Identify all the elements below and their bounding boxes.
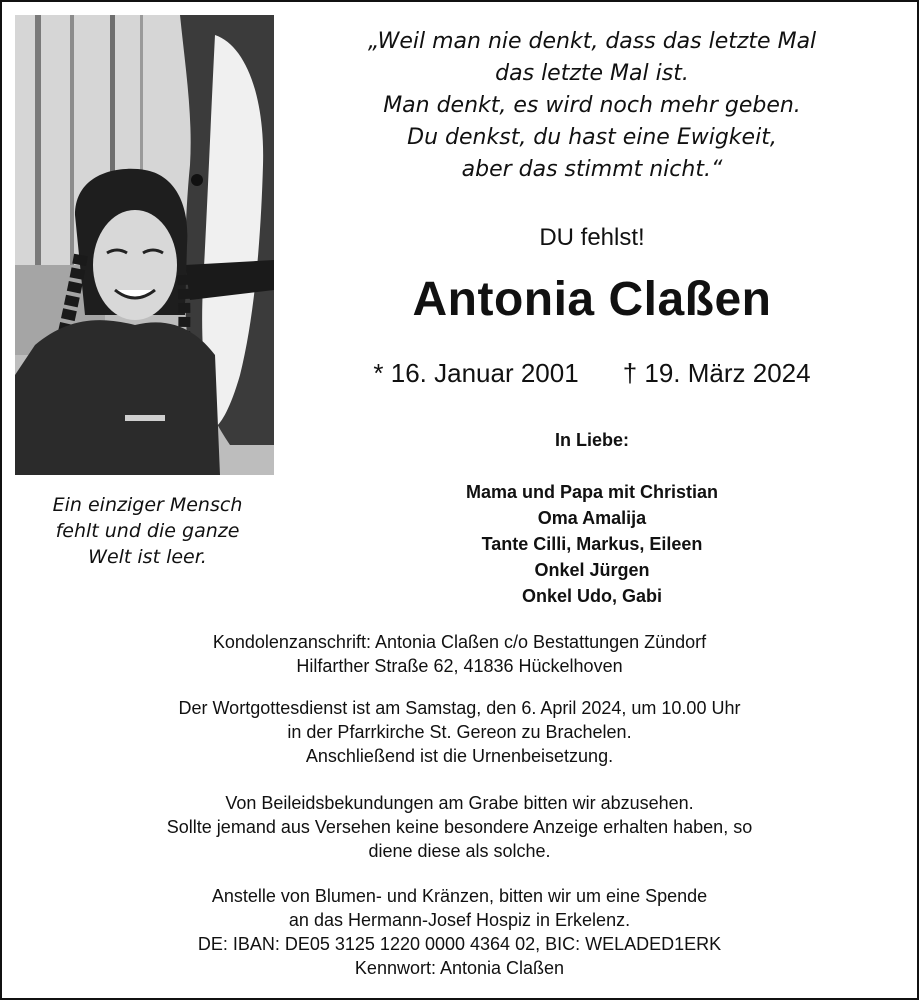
condolence-address	[62, 630, 857, 678]
notice-line: Sollte jemand aus Versehen keine besondere Anzeige erhalten haben, so	[166, 817, 753, 837]
photo-caption	[15, 492, 280, 570]
condolence-line: Kondolenzanschrift: Antonia Claßen c/o Bestattungen Zündorf	[212, 632, 707, 652]
service-info	[62, 696, 857, 768]
quote	[312, 26, 872, 186]
portrait-illustration	[15, 15, 274, 475]
deceased-name: Antonia Claßen	[412, 273, 772, 326]
caption-line: fehlt und die ganze	[55, 520, 240, 542]
condolence-line: Hilfarther Straße 62, 41836 Hückelhoven	[296, 656, 623, 676]
notice-line: Von Beileidsbekundungen am Grabe bitten wir abzusehen.	[225, 793, 694, 813]
life-dates	[312, 358, 872, 389]
family-line: Tante Cilli, Markus, Eileen	[481, 534, 703, 554]
caption-line: Ein einziger Mensch	[52, 494, 243, 516]
donation-line: Anstelle von Blumen- und Kränzen, bitten wir um eine Spende	[211, 886, 708, 906]
headline: DU fehlst!	[539, 224, 645, 251]
donation-line: Kennwort: Antonia Claßen	[354, 958, 565, 978]
donation-line: an das Hermann-Josef Hospiz in Erkelenz.	[288, 910, 631, 930]
notice-line: diene diese als solche.	[368, 841, 551, 861]
caption-line: Welt ist leer.	[88, 546, 207, 568]
family-line: Oma Amalija	[537, 508, 647, 528]
family-line: Onkel Udo, Gabi	[521, 586, 663, 606]
death-date: † 19. März 2024	[622, 358, 811, 388]
quote-line: aber das stimmt nicht.“	[461, 157, 723, 182]
donation-line: DE: IBAN: DE05 3125 1220 0000 4364 02, BIC: WELADED1ERK	[197, 934, 722, 954]
family-list	[312, 479, 872, 609]
birth-date: * 16. Januar 2001	[373, 358, 579, 388]
quote-line: Man denkt, es wird noch mehr geben.	[383, 93, 801, 118]
service-line: Der Wortgottesdienst ist am Samstag, den 6. April 2024, um 10.00 Uhr	[178, 698, 741, 718]
family-line: Mama und Papa mit Christian	[465, 482, 719, 502]
portrait-photo	[15, 15, 274, 475]
quote-line: „Weil man nie denkt, dass das letzte Mal	[367, 29, 817, 54]
service-line: in der Pfarrkirche St. Gereon zu Brachelen.	[287, 722, 632, 742]
love-label: In Liebe:	[554, 430, 629, 450]
quote-line: Du denkst, du hast eine Ewigkeit,	[407, 125, 777, 150]
family-line: Onkel Jürgen	[534, 560, 650, 580]
quote-line: das letzte Mal ist.	[495, 61, 689, 86]
service-line: Anschließend ist die Urnenbeisetzung.	[305, 746, 614, 766]
donation-info	[62, 884, 857, 980]
condolence-notice	[62, 791, 857, 863]
